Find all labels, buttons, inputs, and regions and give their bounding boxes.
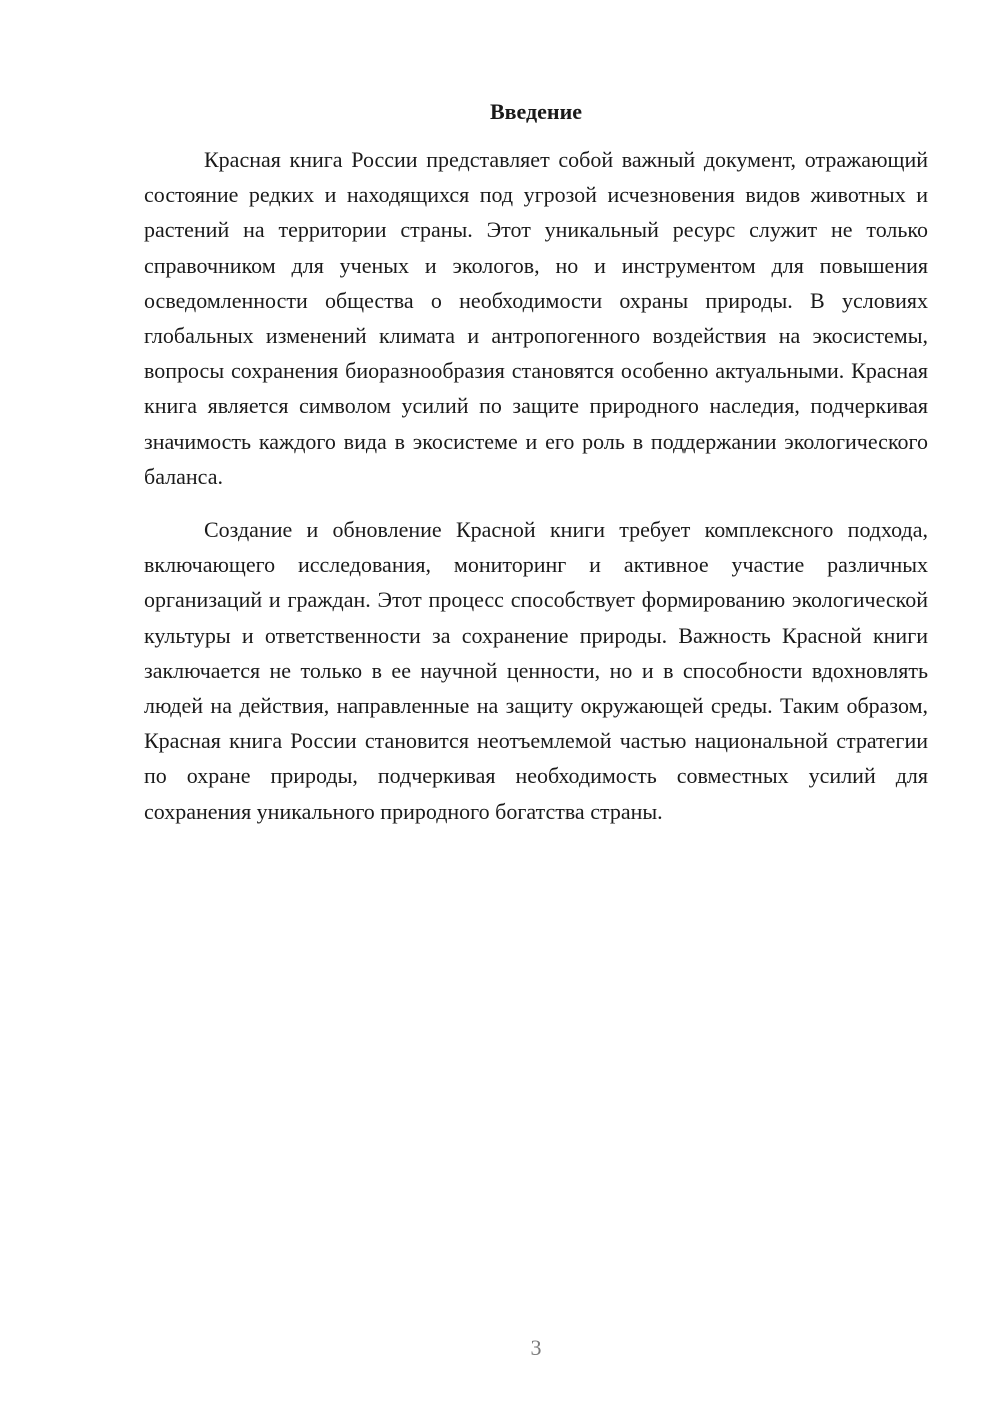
section-title: Введение (489, 99, 583, 124)
page-content (144, 98, 928, 847)
paragraph-creation: Создание и обновление Красной книги требует комплексного подхода, включающего исследования, мониторинг и активное участие различных организаций и граждан. Этот процесс способствует формированию экологической культуры и ответственности за сохранение природы. Важность Красной книги заключается не только в ее научной ценности, но и в способности вдохновлять людей на действия, направленные на защиту окружающей среды. Таким образом, Красная книга России становится неотъемлемой частью национальной стратегии по охране природы, подчеркивая необходимость совместных усилий для сохранения уникального природного богатства страны. (144, 517, 928, 824)
paragraph-intro: Красная книга России представляет собой важный документ, отражающий состояние редких и находящихся под угрозой исчезновения видов животных и растений на территории страны. Этот уникальный ресурс служит не только справочником для ученых и экологов, но и инструментом для повышения осведомленности общества о необходимости охраны природы. В условиях глобальных изменений климата и антропогенного воздействия на экосистемы, вопросы сохранения биоразнообразия становятся особенно актуальными. Красная книга является символом усилий по защите природного наследия, подчеркивая значимость каждого вида в экосистеме и его роль в поддержании экологического баланса. (144, 147, 928, 489)
page-number: 3 (530, 1335, 542, 1360)
